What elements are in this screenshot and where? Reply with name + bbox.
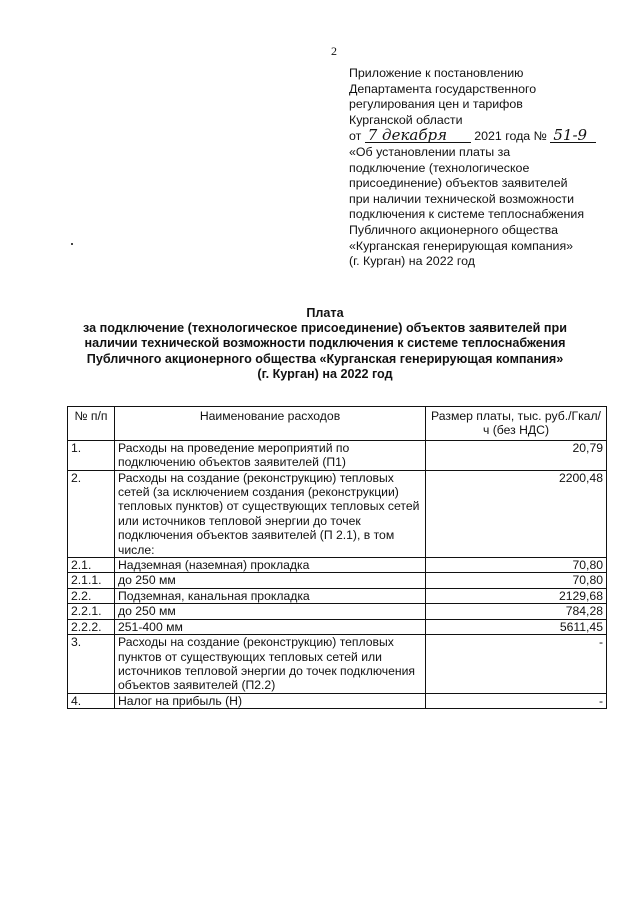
appendix-line: регулирования цен и тарифов xyxy=(349,97,523,112)
date-prefix: от xyxy=(349,129,362,144)
row-num: 2.2.2. xyxy=(68,619,115,634)
row-value: 2200,48 xyxy=(426,470,607,557)
row-num: 1. xyxy=(68,440,115,470)
handwritten-date: 7 декабря xyxy=(365,128,471,143)
appendix-line: Курганской области xyxy=(349,112,463,127)
fees-table xyxy=(67,406,607,709)
table-row xyxy=(68,604,607,619)
table-row xyxy=(68,693,607,708)
table-row xyxy=(68,573,607,588)
appendix-subject-line: подключение (технологическое xyxy=(349,160,530,175)
table-row xyxy=(68,619,607,634)
row-num: 4. xyxy=(68,693,115,708)
row-name: до 250 мм xyxy=(115,573,426,588)
header-num: № п/п xyxy=(68,407,115,441)
appendix-line: Приложение к постановлению xyxy=(349,66,524,80)
page-number: 2 xyxy=(331,44,337,58)
appendix-subject-line: (г. Курган) на 2022 год xyxy=(349,254,476,269)
row-name: до 250 мм xyxy=(115,604,426,619)
appendix-date-line xyxy=(349,128,629,145)
row-name: Налог на прибыль (Н) xyxy=(115,693,426,708)
appendix-subject-line: «Курганская генерирующая компания» xyxy=(349,238,574,253)
year-text: 2021 года № xyxy=(474,129,547,144)
appendix-subject-line: подключения к системе теплоснабжения xyxy=(349,207,585,222)
row-value: - xyxy=(426,693,607,708)
table-row xyxy=(68,440,607,470)
row-value: - xyxy=(426,635,607,694)
table-row xyxy=(68,558,607,573)
row-name: Расходы на создание (реконструкцию) тепловых сетей (за исключением создания (реконструкции) тепловых пунктов) от существующих тепловых сетей или источников тепловой энергии до точек подключения объектов заявителей (П 2.1), в том числе: xyxy=(115,470,426,557)
table-row xyxy=(68,588,607,603)
row-value: 70,80 xyxy=(426,558,607,573)
handwritten-number: 51-9 xyxy=(550,128,596,143)
header-name: Наименование расходов xyxy=(115,407,426,441)
table-header-row xyxy=(68,407,607,441)
row-num: 2.2. xyxy=(68,588,115,603)
row-num: 2. xyxy=(68,470,115,557)
row-name: Расходы на создание (реконструкцию) тепловых пунктов от существующих тепловых сетей или источников тепловой энергии до точек подключения объектов заявителей (П2.2) xyxy=(115,635,426,694)
appendix-block xyxy=(349,66,629,270)
document-title xyxy=(60,306,590,382)
scan-speck xyxy=(71,243,73,245)
row-num: 3. xyxy=(68,635,115,694)
row-name: Надземная (наземная) прокладка xyxy=(115,558,426,573)
title-line: Плата xyxy=(306,306,344,320)
appendix-line: Департамента государственного xyxy=(349,81,537,96)
title-line: Публичного акционерного общества «Курганская генерирующая компания» xyxy=(86,351,564,366)
appendix-subject-line: «Об установлении платы за xyxy=(349,144,511,159)
row-value: 2129,68 xyxy=(426,588,607,603)
row-value: 70,80 xyxy=(426,573,607,588)
title-line: (г. Курган) на 2022 год xyxy=(257,366,393,381)
row-value: 5611,45 xyxy=(426,619,607,634)
table-row xyxy=(68,470,607,557)
title-line: за подключение (технологическое присоединение) объектов заявителей при xyxy=(83,321,567,336)
row-name: Подземная, канальная прокладка xyxy=(115,588,426,603)
row-name: Расходы на проведение мероприятий по подключению объектов заявителей (П1) xyxy=(115,440,426,470)
row-num: 2.1. xyxy=(68,558,115,573)
row-num: 2.1.1. xyxy=(68,573,115,588)
title-line: наличии технической возможности подключения к системе теплоснабжения xyxy=(84,336,566,351)
appendix-subject-line: присоединение) объектов заявителей xyxy=(349,176,568,191)
appendix-subject-line: Публичного акционерного общества xyxy=(349,222,559,237)
table-row xyxy=(68,635,607,694)
row-value: 20,79 xyxy=(426,440,607,470)
appendix-subject-line: при наличии технической возможности xyxy=(349,191,575,206)
row-num: 2.2.1. xyxy=(68,604,115,619)
row-value: 784,28 xyxy=(426,604,607,619)
row-name: 251-400 мм xyxy=(115,619,426,634)
header-value: Размер платы, тыс. руб./Гкал/ч (без НДС) xyxy=(426,407,607,441)
